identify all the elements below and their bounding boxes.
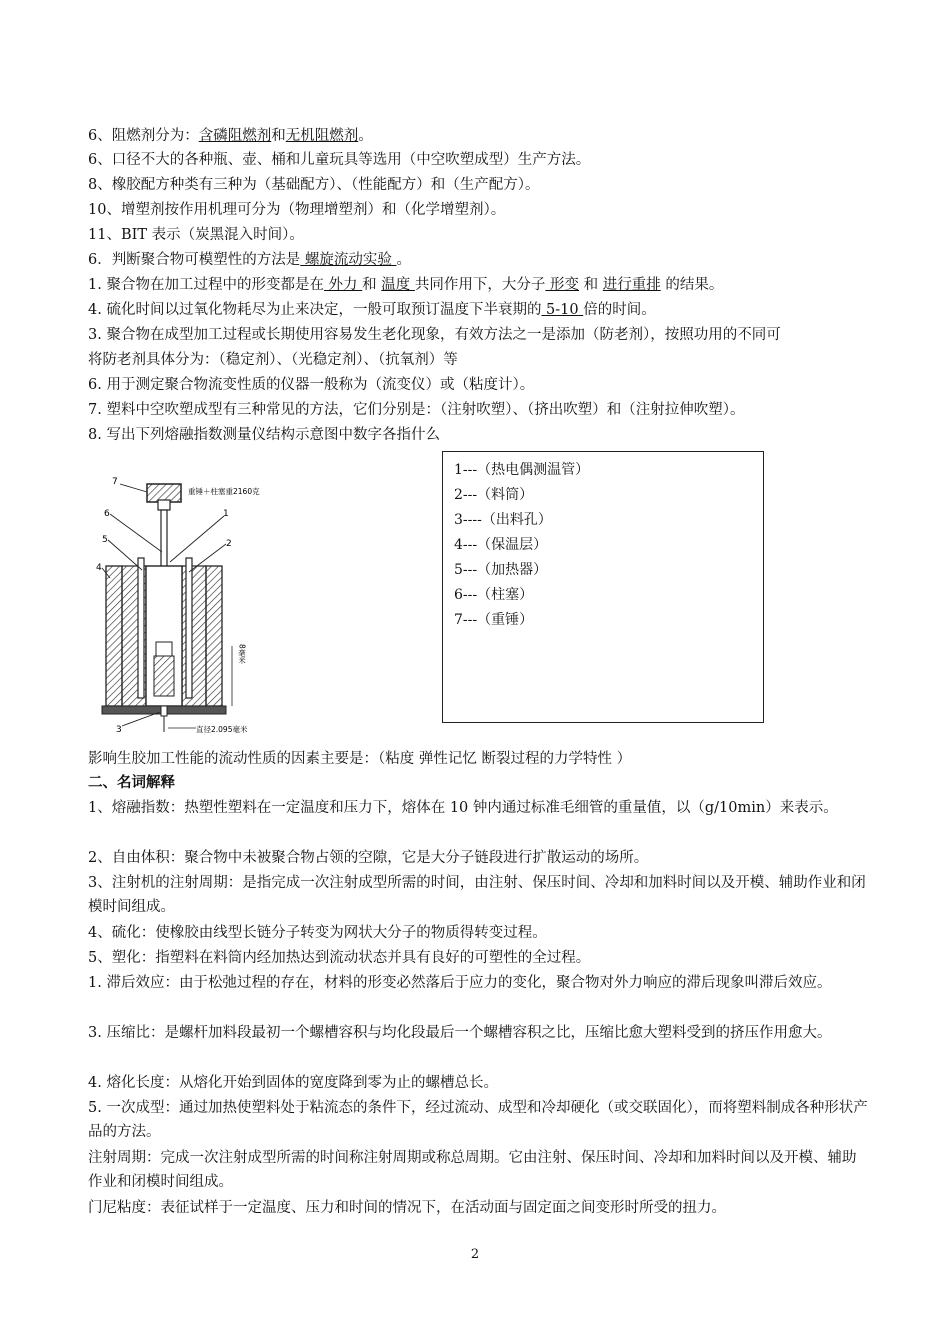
length-label: 8毫米 xyxy=(237,644,247,664)
answer-4: 4---（保温层） xyxy=(454,537,548,553)
term-melt-index: 1、熔融指数：热塑性塑料在一定温度和压力下，熔体在 10 钟内通过标准毛细管的重量值，以（g/10min）来表示。 xyxy=(88,800,838,816)
rubber-flow-line: 影响生胶加工性能的流动性质的因素主要是：（粘度 弹性记忆 断裂过程的力学特性 ） xyxy=(88,751,632,767)
num-3: 3 xyxy=(116,725,122,735)
answer-7: 7---（重锤） xyxy=(454,612,534,628)
term-vulcanization: 4、硫化：使橡胶由线型长链分子转变为网状大分子的物质得转变过程。 xyxy=(88,925,547,941)
num-2: 2 xyxy=(226,539,232,549)
fill-line-5: 11、BIT 表示（炭黑混入时间）。 xyxy=(88,227,304,243)
term-hysteresis: 1. 滞后效应：由于松弛过程的存在，材料的形变必然落后于应力的变化，聚合物对外力响应的滞后现象叫滞后效应。 xyxy=(88,975,832,991)
fill-line-10: 将防老剂具体分为：（稳定剂）、（光稳定剂）、（抗氧剂）等 xyxy=(88,352,458,368)
fill-line-13: 8. 写出下列熔融指数测量仪结构示意图中数字各指什么 xyxy=(88,427,440,443)
term-compression-ratio: 3. 压缩比：是螺杆加料段最初一个螺槽容积与均化段最后一个螺槽容积之比，压缩比愈大塑料受到的挤压作用愈大。 xyxy=(88,1025,832,1041)
fill-line-8: 4. 硫化时间以过氧化物耗尽为止来决定，一般可取预订温度下半衰期的 5-10 倍的时间。 xyxy=(88,302,656,318)
term-plasticization: 5、塑化：指塑料在料筒内经加热达到流动状态并具有良好的可塑性的全过程。 xyxy=(88,950,591,966)
fill-line-3: 8、橡胶配方种类有三种为（基础配方）、（性能配方）和（生产配方）。 xyxy=(88,177,540,193)
term-mooney-viscosity: 门尼粘度：表征试样于一定温度、压力和时间的情况下，在活动面与固定面之间变形时所受的扭力。 xyxy=(88,1200,726,1216)
term-free-volume: 2、自由体积：聚合物中未被聚合物占领的空隙，它是大分子链段进行扩散运动的场所。 xyxy=(88,850,649,866)
num-7: 7 xyxy=(112,477,118,487)
fill-line-2: 6、口径不大的各种瓶、壶、桶和儿童玩具等选用（中空吹塑成型）生产方法。 xyxy=(88,152,591,168)
num-4: 4 xyxy=(96,563,102,573)
fill-line-6: 6．判断聚合物可模塑性的方法是 螺旋流动实验 。 xyxy=(88,252,411,268)
fill-line-1: 6、阻燃剂分为：含磷阻燃剂和无机阻燃剂。 xyxy=(88,128,373,144)
page-number: 2 xyxy=(470,1247,480,1262)
fill-line-11: 6. 用于测定聚合物流变性质的仪器一般称为（流变仪）或（粘度计）。 xyxy=(88,377,535,393)
fill-line-7: 1. 聚合物在加工过程中的形变都是在 外力 和 温度 共同作用下，大分子 形变 和 进行重排 的结果。 xyxy=(88,277,724,293)
num-1: 1 xyxy=(223,509,229,519)
answer-box xyxy=(442,451,764,723)
num-6: 6 xyxy=(104,509,110,519)
term-injection-cycle: 3、注射机的注射周期：是指完成一次注射成型所需的时间，由注射、保压时间、冷却和加料时间以及开模、辅助作业和闭模时间组成。 xyxy=(88,875,866,915)
answer-6: 6---（柱塞） xyxy=(454,587,534,603)
term-injection-period: 注射周期：完成一次注射成型所需的时间称注射周期或称总周期。它由注射、保压时间、冷却和加料时间以及开模、辅助作业和闭模时间组成。 xyxy=(88,1150,857,1190)
term-primary-forming: 5. 一次成型：通过加热使塑料处于粘流态的条件下，经过流动、成型和冷却硬化（或交联固化），而将塑料制成各种形状产品的方法。 xyxy=(88,1100,868,1140)
weight-label: 重锤＋柱塞重2160克 xyxy=(188,487,260,496)
fill-line-12: 7. 塑料中空吹塑成型有三种常见的方法，它们分别是：（注射吹塑）、（挤出吹塑）和（注射拉伸吹塑）。 xyxy=(88,402,745,418)
section-title: 二、名词解释 xyxy=(88,774,175,791)
answer-3: 3----（出料孔） xyxy=(454,512,552,528)
melt-indexer-diagram-icon xyxy=(92,466,262,738)
num-5: 5 xyxy=(102,535,108,545)
answer-2: 2---（料筒） xyxy=(454,487,534,503)
fill-line-4: 10、增塑剂按作用机理可分为（物理增塑剂）和（化学增塑剂）。 xyxy=(88,202,506,218)
term-melting-length: 4. 熔化长度：从熔化开始到固体的宽度降到零为止的螺槽总长。 xyxy=(88,1075,498,1091)
answer-1: 1---（热电偶测温管） xyxy=(454,462,590,478)
orifice-label: 直径2.095毫米 xyxy=(196,725,248,734)
fill-line-9: 3. 聚合物在成型加工过程或长期使用容易发生老化现象，有效方法之一是添加（防老剂），按照功用的不同可 xyxy=(88,327,781,343)
answer-5: 5---（加热器） xyxy=(454,562,548,578)
